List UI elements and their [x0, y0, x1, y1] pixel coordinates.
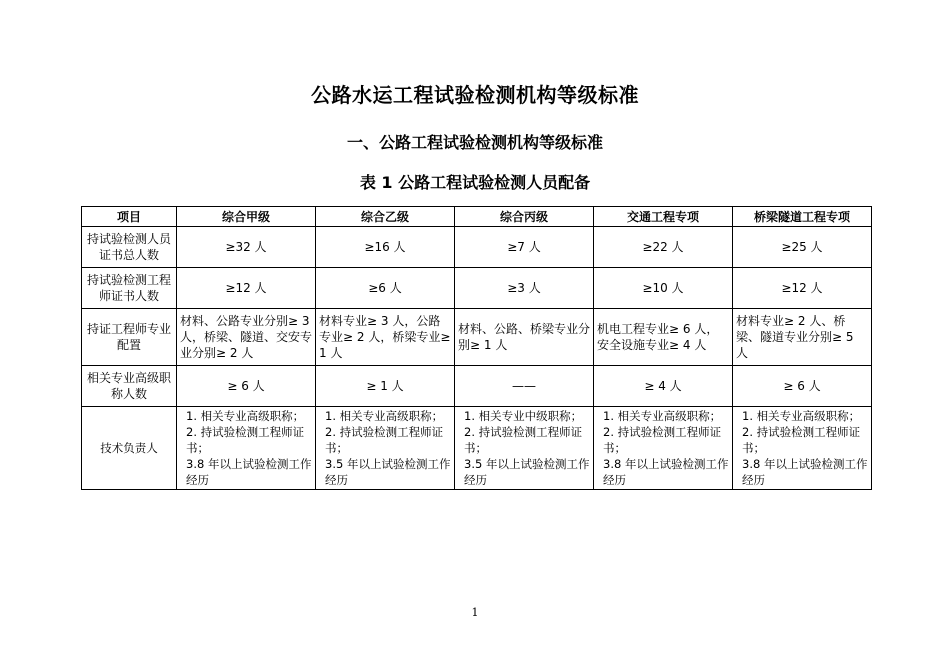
requirement-line: 2. 持试验检测工程师证书；: [742, 425, 861, 455]
table-header-row: [82, 207, 872, 227]
table-cell: ≥ 6 人: [733, 366, 872, 407]
document-title: 公路水运工程试验检测机构等级标准: [311, 83, 639, 107]
table-cell: [594, 407, 733, 490]
table-row: [82, 407, 872, 490]
header-item: 项目: [82, 207, 177, 227]
table-cell: ≥12 人: [177, 268, 316, 309]
requirement-line: 1. 相关专业高级职称；: [186, 409, 305, 423]
table-cell: ≥3 人: [455, 268, 594, 309]
table-cell: [455, 407, 594, 490]
requirement-line: 3.8 年以上试验检测工作经历: [186, 457, 312, 487]
staffing-table: [81, 206, 872, 490]
table-cell: 机电工程专业≥ 6 人，安全设施专业≥ 4 人: [594, 309, 733, 366]
requirement-line: 1. 相关专业高级职称；: [742, 409, 861, 423]
header-grade-b: 综合乙级: [316, 207, 455, 227]
table-cell: ≥12 人: [733, 268, 872, 309]
table-title: 表 1 公路工程试验检测人员配备: [359, 173, 591, 192]
header-bridge-tunnel-special: 桥梁隧道工程专项: [733, 207, 872, 227]
table-cell: [177, 407, 316, 490]
requirement-line: 3.5 年以上试验检测工作经历: [464, 457, 590, 487]
requirement-line: 1. 相关专业高级职称；: [603, 409, 722, 423]
table-cell: ≥ 1 人: [316, 366, 455, 407]
header-traffic-special: 交通工程专项: [594, 207, 733, 227]
table-cell: ≥22 人: [594, 227, 733, 268]
table-row: [82, 268, 872, 309]
table-cell: ≥6 人: [316, 268, 455, 309]
requirement-line: 2. 持试验检测工程师证书；: [464, 425, 583, 455]
table-cell: [733, 407, 872, 490]
requirement-line: 2. 持试验检测工程师证书；: [603, 425, 722, 455]
header-grade-c: 综合丙级: [455, 207, 594, 227]
page-number: 1: [471, 606, 479, 619]
table-cell: 材料专业≥ 2 人、桥梁、隧道专业分别≥ 5 人: [733, 309, 872, 366]
table-cell: [316, 407, 455, 490]
table-cell: 材料、公路专业分别≥ 3 人，桥梁、隧道、交安专业分别≥ 2 人: [177, 309, 316, 366]
requirement-line: 1. 相关专业高级职称；: [325, 409, 444, 423]
table-cell: 材料、公路、桥梁专业分别≥ 1 人: [455, 309, 594, 366]
section-title: 一、公路工程试验检测机构等级标准: [346, 133, 603, 152]
table-cell: ≥32 人: [177, 227, 316, 268]
table-row: [82, 366, 872, 407]
table-cell: ——: [455, 366, 594, 407]
table-cell: 材料专业≥ 3 人，公路专业≥ 2 人，桥梁专业≥ 1 人: [316, 309, 455, 366]
table-cell: ≥ 6 人: [177, 366, 316, 407]
table-row: [82, 227, 872, 268]
table-cell: ≥ 4 人: [594, 366, 733, 407]
requirement-line: 3.5 年以上试验检测工作经历: [325, 457, 451, 487]
table-cell: ≥25 人: [733, 227, 872, 268]
table-cell: ≥10 人: [594, 268, 733, 309]
table-cell: ≥7 人: [455, 227, 594, 268]
table-row: [82, 309, 872, 366]
row-label: 持试验检测人员证书总人数: [82, 227, 177, 268]
row-label: 持试验检测工程师证书人数: [82, 268, 177, 309]
requirement-line: 2. 持试验检测工程师证书；: [325, 425, 444, 455]
row-label: 相关专业高级职称人数: [82, 366, 177, 407]
table-cell: ≥16 人: [316, 227, 455, 268]
requirement-line: 3.8 年以上试验检测工作经历: [603, 457, 729, 487]
row-label: 技术负责人: [82, 407, 177, 490]
requirement-line: 3.8 年以上试验检测工作经历: [742, 457, 868, 487]
requirement-line: 2. 持试验检测工程师证书；: [186, 425, 305, 455]
requirement-line: 1. 相关专业中级职称；: [464, 409, 583, 423]
header-grade-a: 综合甲级: [177, 207, 316, 227]
row-label: 持证工程师专业配置: [82, 309, 177, 366]
